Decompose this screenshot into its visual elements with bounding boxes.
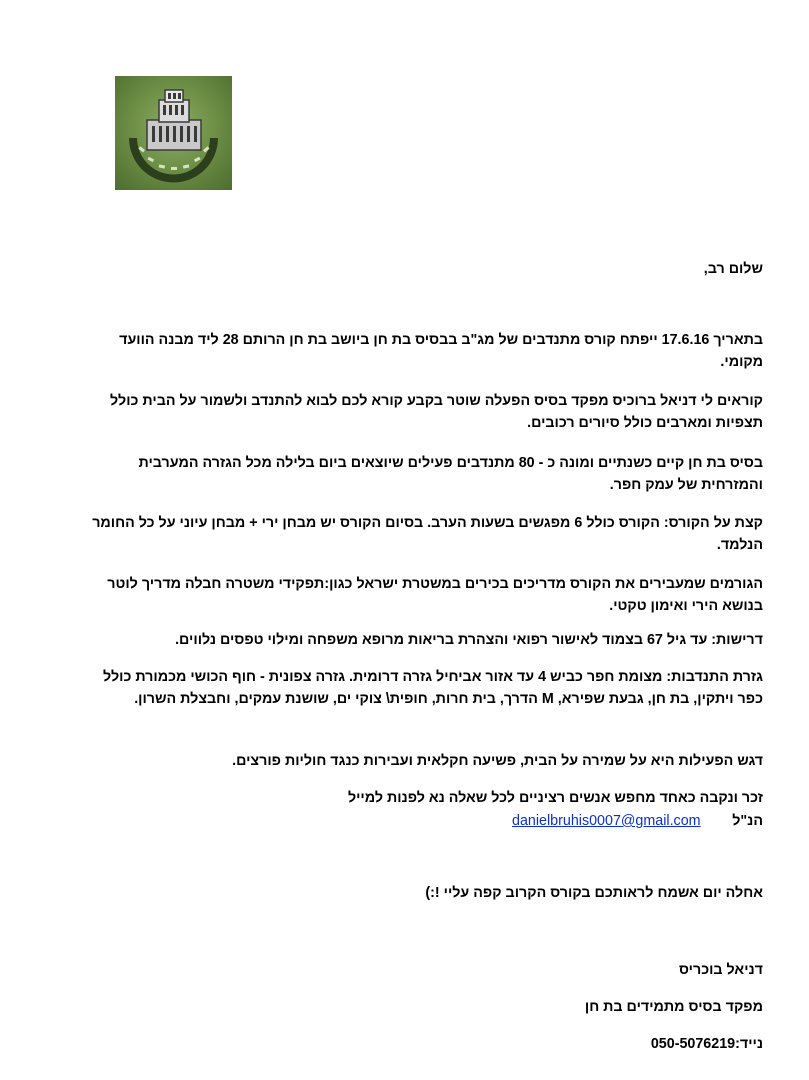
paragraph-course-details: קצת על הקורס: הקורס כולל 6 מפגשים בשעות הערב. בסיום הקורס יש מבחן ירי + מבחן עיוני על כל החומר הנלמד. <box>92 515 763 553</box>
paragraph-contact-suffix: הנ"ל <box>732 813 763 829</box>
paragraph-volunteer-area: גזרת התנדבות: מצומת חפר כביש 4 עד אזור אביחיל גזרה דרומית. גזרה צפונית - חוף הכושי מכמורת כולל כפר ויתקין, בת חן, גבעת שפירא, M הדרך, בית חרות, חופית\ צוקי ים, שושנת עמקים, וחבצלת השרון. <box>102 669 763 707</box>
fortress-emblem-icon <box>115 76 232 190</box>
greeting: שלום רב, <box>703 261 763 277</box>
paragraph-base-info: בסיס בת חן קיים כשנתיים ומונה כ - 80 מתנדבים פעילים שיוצאים ביום בלילה מכל הגזרה המערבית והמזרחית של עמק חפר. <box>138 455 763 493</box>
paragraph-course-opening: בתאריך 17.6.16 ייפתח קורס מתנדבים של מג"ב בבסיס בת חן ביושב בת חן הרותם 28 ליד מבנה הוועד מקומי. <box>119 332 763 370</box>
paragraph-requirements: דרישות: עד גיל 67 בצמוד לאישור רפואי והצהרת בריאות מרופא משפחה ומילוי טפסים נלווים. <box>175 632 763 648</box>
signature-phone: נייד:050-5076219 <box>650 1036 763 1052</box>
signature-name: דניאל בוכריס <box>678 962 763 978</box>
paragraph-introduction: קוראים לי דניאל ברוכיס מפקד בסיס הפעלה שוטר בקבע קורא לכם לבוא להתנדב ולשמור על הבית כולל תצפיות ומארבים כולל סיורים רכובים. <box>110 393 763 431</box>
border-police-emblem <box>115 76 232 190</box>
paragraph-contact: זכר ונקבה כאחד מחפש אנשים רציניים לכל שאלה נא לפנות למייל <box>347 790 763 806</box>
paragraph-focus: דגש הפעילות היא על שמירה על הבית, פשיעה חקלאית ועבירות כנגד חוליות פורצים. <box>232 753 763 769</box>
closing-line: אחלה יום אשמח לראותכם בקורס הקרוב קפה עליי !:) <box>425 885 763 901</box>
paragraph-instructors: הגורמים שמעבירים את הקורס מדריכים בכירים במשטרת ישראל כגון:תפקידי משטרה חבלה מדריך לוטר בנושא הירי ואימון טקטי. <box>107 576 763 614</box>
signature-title: מפקד בסיס מתמידים בת חן <box>584 999 763 1015</box>
email-link[interactable]: danielbruhis0007@gmail.com <box>512 813 701 829</box>
